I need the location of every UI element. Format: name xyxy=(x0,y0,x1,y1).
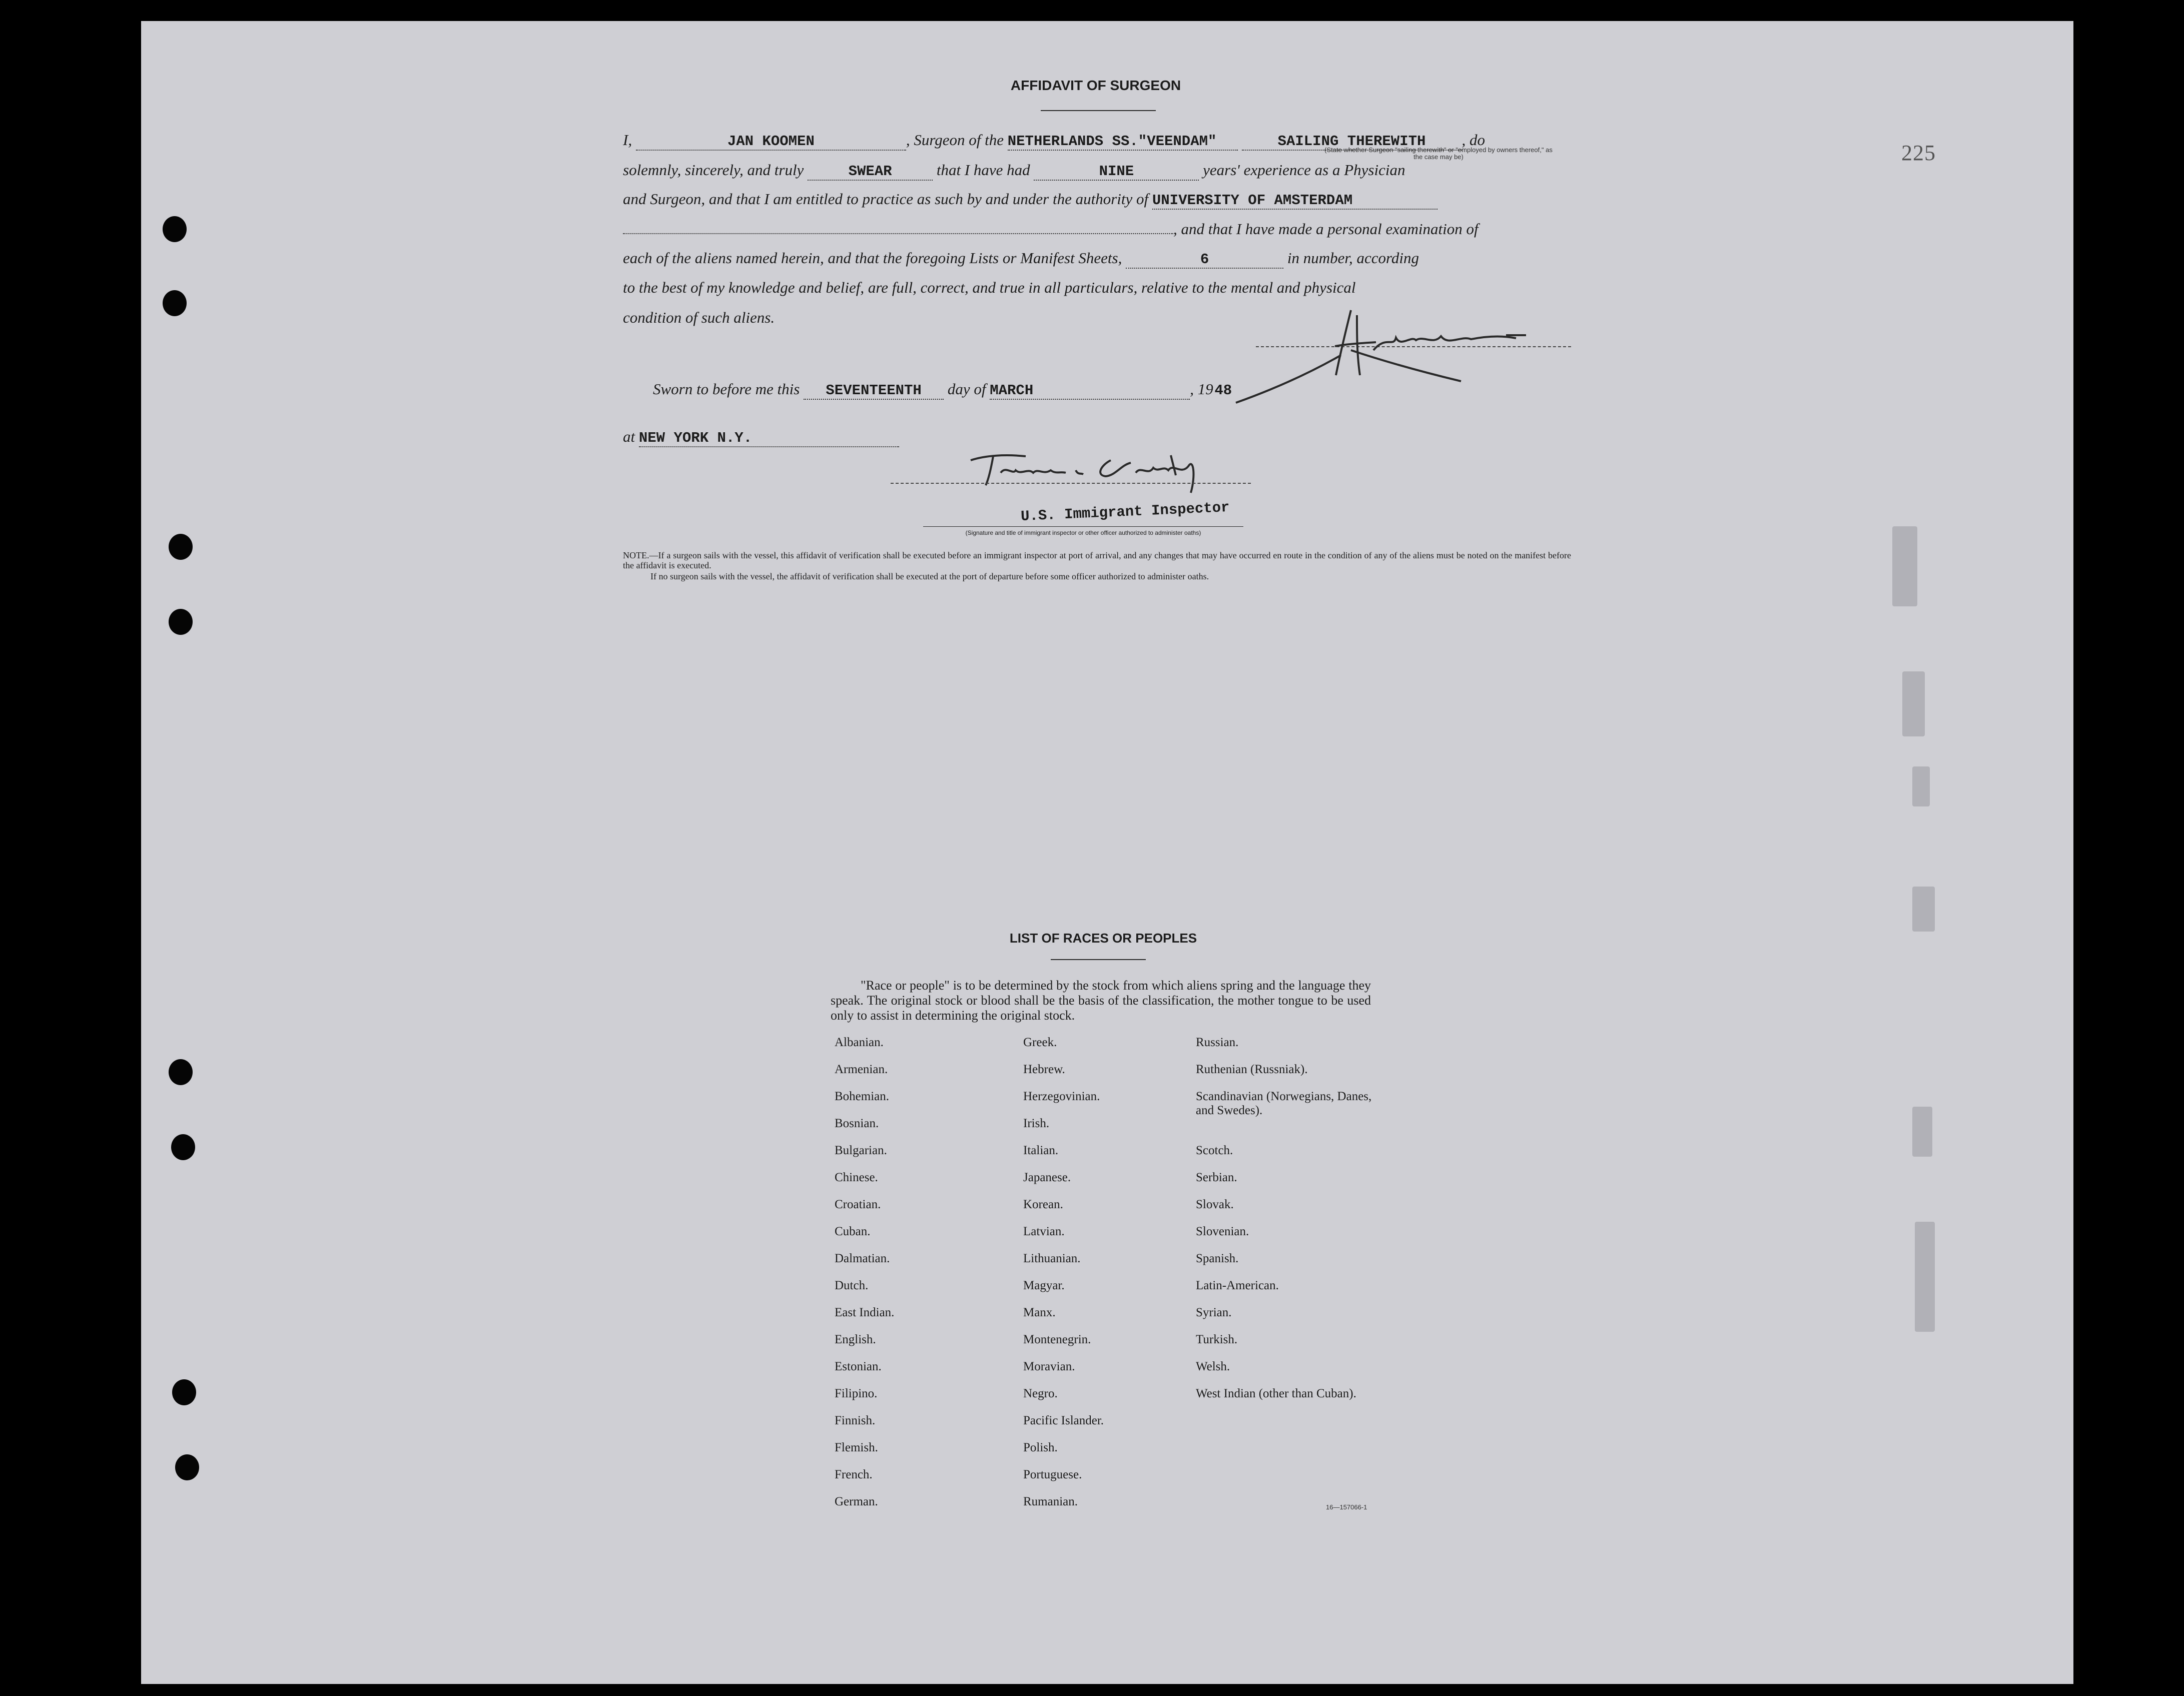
bleed-through-mark xyxy=(1915,1222,1935,1332)
races-intro: "Race or people" is to be determined by the stock from which aliens spring and the language they speak. The original stock or blood shall be the basis of the classification, the mother tongue to be used only to assist in determining the original stock. xyxy=(831,978,1371,1023)
text: Sworn to before me this xyxy=(653,380,800,398)
race-item: Estonian. xyxy=(835,1360,882,1373)
affidavit-title: AFFIDAVIT OF SURGEON xyxy=(1010,78,1181,93)
bleed-through-mark xyxy=(1902,671,1925,736)
affidavit-line-4 xyxy=(623,220,1571,238)
race-item: Spanish. xyxy=(1196,1252,1239,1265)
race-item: Scandinavian (Norwegians, Danes, and Swedes). xyxy=(1196,1090,1372,1117)
text: solemnly, sincerely, and truly xyxy=(623,161,804,179)
text: at xyxy=(623,428,635,445)
race-item: Herzegovinian. xyxy=(1023,1090,1100,1103)
text: and Surgeon, and that I am entitled to practice as such by and under the authority of xyxy=(623,190,1149,208)
text: , 19 xyxy=(1190,380,1213,398)
binder-hole xyxy=(171,1134,195,1160)
place-field: NEW YORK N.Y. xyxy=(639,430,899,447)
text: that I have had xyxy=(936,161,1030,179)
race-item: Bulgarian. xyxy=(835,1144,887,1157)
affidavit-line-3 xyxy=(623,190,1571,210)
binder-hole xyxy=(172,1379,196,1405)
race-item: Japanese. xyxy=(1023,1171,1071,1184)
race-item: Albanian. xyxy=(835,1036,884,1049)
race-item: Welsh. xyxy=(1196,1360,1230,1373)
race-item: Armenian. xyxy=(835,1063,888,1076)
text: I, xyxy=(623,131,632,149)
race-item: Hebrew. xyxy=(1023,1063,1065,1076)
race-item: Italian. xyxy=(1023,1144,1059,1157)
race-item: Montenegrin. xyxy=(1023,1333,1091,1346)
race-item: Croatian. xyxy=(835,1198,881,1211)
race-item: Manx. xyxy=(1023,1306,1056,1319)
race-item: Bohemian. xyxy=(835,1090,890,1103)
affidavit-line-7: condition of such aliens. xyxy=(623,309,775,326)
race-item: East Indian. xyxy=(835,1306,895,1319)
race-item: Negro. xyxy=(1023,1387,1058,1400)
page-number: 225 xyxy=(1901,141,1936,165)
binder-hole xyxy=(163,216,187,242)
races-list-title: LIST OF RACES OR PEOPLES xyxy=(1009,931,1197,946)
binder-hole xyxy=(169,1059,193,1085)
race-item: Syrian. xyxy=(1196,1306,1232,1319)
race-item: Portuguese. xyxy=(1023,1468,1082,1481)
sailing-status-field: SAILING THEREWITH xyxy=(1242,133,1462,151)
sworn-year-field: 48 xyxy=(1214,382,1232,399)
authority-field: UNIVERSITY OF AMSTERDAM xyxy=(1152,192,1437,210)
sheets-count-field: 6 xyxy=(1126,251,1283,269)
inspector-signature-line xyxy=(891,483,1251,484)
race-item: Bosnian. xyxy=(835,1117,879,1130)
text: in number, according xyxy=(1287,249,1419,267)
binder-hole xyxy=(163,290,187,316)
races-column-1 xyxy=(835,1036,1000,1522)
binder-hole xyxy=(175,1454,199,1480)
race-item: Irish. xyxy=(1023,1117,1050,1130)
note-paragraph-2: If no surgeon sails with the vessel, the affidavit of verification shall be executed at the port of departure before some officer authorized to administer oaths. xyxy=(650,571,1209,581)
vessel-field: NETHERLANDS SS."VEENDAM" xyxy=(1008,133,1238,151)
races-column-3 xyxy=(1196,1036,1376,1414)
inspector-title: U.S. Immigrant Inspector xyxy=(1020,499,1230,525)
sworn-line xyxy=(623,380,1571,400)
inspector-caption: (Signature and title of immigrant inspector or other officer authorized to administer oaths) xyxy=(965,529,1201,536)
sailing-hint: (State whether Surgeon "sailing therewith" or "employed by owners thereof," as the case may be) xyxy=(1324,146,1553,161)
binder-hole xyxy=(169,609,193,635)
race-item: Korean. xyxy=(1023,1198,1063,1211)
note-paragraph-1: NOTE.—If a surgeon sails with the vessel, this affidavit of verification shall be executed before an immigrant inspector at port of arrival, and any changes that may have occurred en route in the condition of any of the aliens must be noted on the manifest before the affidavit is executed. xyxy=(623,550,1571,570)
sworn-month-field: MARCH xyxy=(990,382,1190,400)
authority-continued-field xyxy=(623,233,1173,234)
affidavit-line-2 xyxy=(623,161,1571,181)
affidavit-line-5 xyxy=(623,249,1571,269)
race-item: Dalmatian. xyxy=(835,1252,890,1265)
race-item: Scotch. xyxy=(1196,1144,1233,1157)
races-column-2 xyxy=(1023,1036,1188,1522)
race-item: Slovak. xyxy=(1196,1198,1234,1211)
text: day of xyxy=(947,380,986,398)
races-title-underline xyxy=(1051,959,1146,960)
form-number: 16—157066-1 xyxy=(1326,1503,1367,1511)
race-item: Chinese. xyxy=(835,1171,878,1184)
text: , and that I have made a personal examination of xyxy=(1173,220,1479,238)
race-item: Finnish. xyxy=(835,1414,876,1427)
race-item: Pacific Islander. xyxy=(1023,1414,1104,1427)
surgeon-name-field: JAN KOOMEN xyxy=(636,133,906,151)
place-line xyxy=(623,428,1571,447)
race-item: Latvian. xyxy=(1023,1225,1065,1238)
text: , Surgeon of the xyxy=(906,131,1004,149)
race-item: Moravian. xyxy=(1023,1360,1075,1373)
race-item: Russian. xyxy=(1196,1036,1239,1049)
title-underline xyxy=(1041,110,1156,111)
text: , do xyxy=(1462,131,1485,149)
bleed-through-mark xyxy=(1912,1107,1932,1157)
race-item: English. xyxy=(835,1333,876,1346)
sworn-day-field: SEVENTEENTH xyxy=(804,382,944,400)
bleed-through-mark xyxy=(1892,526,1917,606)
text: each of the aliens named herein, and that the foregoing Lists or Manifest Sheets, xyxy=(623,249,1122,267)
race-item: Polish. xyxy=(1023,1441,1058,1454)
race-item: French. xyxy=(835,1468,873,1481)
oath-field: SWEAR xyxy=(808,163,933,181)
race-item: Flemish. xyxy=(835,1441,878,1454)
race-item: Lithuanian. xyxy=(1023,1252,1081,1265)
race-item: Cuban. xyxy=(835,1225,871,1238)
bleed-through-mark xyxy=(1912,766,1930,806)
race-item: German. xyxy=(835,1495,878,1508)
race-item: Slovenian. xyxy=(1196,1225,1249,1238)
inspector-title-rule xyxy=(923,526,1243,527)
race-item: Dutch. xyxy=(835,1279,869,1292)
years-field: NINE xyxy=(1034,163,1199,181)
binder-hole xyxy=(169,534,193,560)
race-item: Latin-American. xyxy=(1196,1279,1279,1292)
race-item: Filipino. xyxy=(835,1387,878,1400)
inspector-signature xyxy=(966,445,1226,500)
race-item: Magyar. xyxy=(1023,1279,1065,1292)
race-item: Ruthenian (Russniak). xyxy=(1196,1063,1308,1076)
bleed-through-mark xyxy=(1912,887,1935,932)
race-item: Greek. xyxy=(1023,1036,1057,1049)
race-item: Turkish. xyxy=(1196,1333,1238,1346)
race-item: Serbian. xyxy=(1196,1171,1237,1184)
race-item: West Indian (other than Cuban). xyxy=(1196,1387,1356,1400)
affidavit-line-6: to the best of my knowledge and belief, are full, correct, and true in all particulars, relative to the mental and physical xyxy=(623,279,1356,296)
text: years' experience as a Physician xyxy=(1203,161,1405,179)
race-item: Rumanian. xyxy=(1023,1495,1078,1508)
